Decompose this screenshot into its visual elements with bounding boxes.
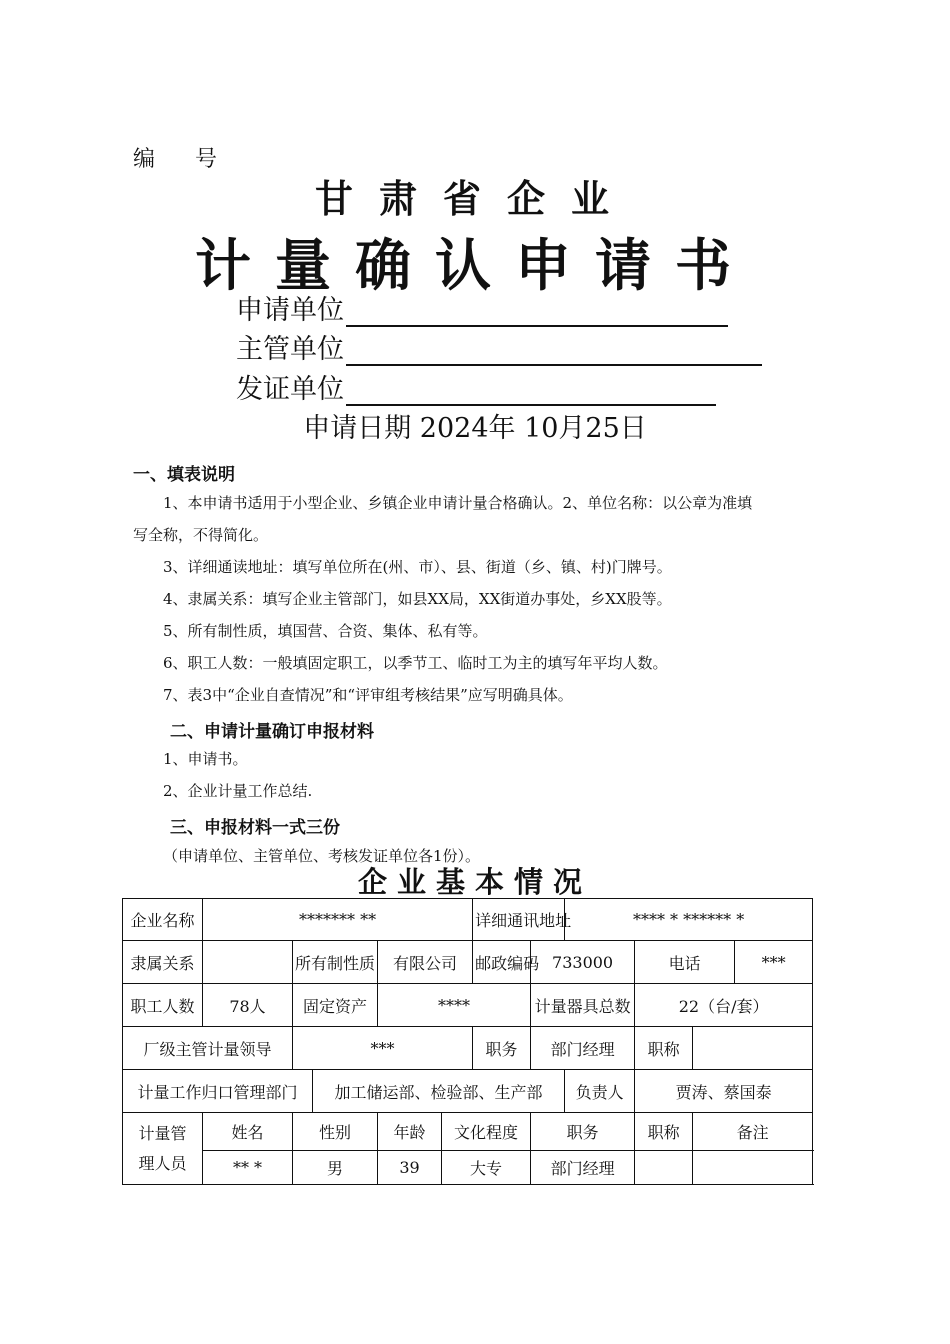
- managing-dept-value[interactable]: 加工储运部、检验部、生产部: [313, 1070, 565, 1113]
- applicant-field: [236, 288, 728, 327]
- enterprise-info-table: [122, 898, 813, 1185]
- apply-date: 申请日期 2024年 10月25日: [303, 413, 647, 444]
- title-province: 甘肃省企业: [314, 176, 635, 221]
- staff-header-education: 文化程度: [442, 1113, 531, 1151]
- staff-header-title: 职称: [635, 1113, 693, 1151]
- company-name-value[interactable]: ******* **: [203, 899, 473, 941]
- issuer-field: [236, 367, 716, 406]
- supervisor-line[interactable]: [346, 334, 762, 366]
- metrology-leader-label: 厂级主管计量领导: [123, 1027, 293, 1070]
- section2-heading: 二、申请计量确订申报材料: [170, 722, 374, 742]
- postcode-label: 邮政编码: [473, 941, 531, 984]
- staff-title[interactable]: [635, 1151, 693, 1185]
- address-label: 详细通讯地址: [473, 899, 565, 941]
- section1-item: 7、表3中“企业自查情况”和“评审组考核结果”应写明确具体。: [163, 686, 573, 704]
- issuer-line[interactable]: [346, 374, 716, 406]
- staff-position[interactable]: 部门经理: [531, 1151, 635, 1185]
- responsible-value[interactable]: 贾涛、蔡国泰: [635, 1070, 813, 1113]
- staff-name[interactable]: ** *: [203, 1151, 293, 1185]
- supervisor-field: [236, 327, 762, 366]
- section3-note: （申请单位、主管单位、考核发证单位各1份）。: [163, 847, 481, 865]
- fixed-assets-value[interactable]: ****: [378, 984, 531, 1027]
- table-row: [123, 941, 813, 984]
- staff-education[interactable]: 大专: [442, 1151, 531, 1185]
- metrology-staff-label-line1: 计量管: [138, 1123, 187, 1143]
- staff-header-remarks: 备注: [693, 1113, 813, 1151]
- staff-header-name: 姓名: [203, 1113, 293, 1151]
- managing-dept-label: 计量工作归口管理部门: [123, 1070, 313, 1113]
- position-label: 职务: [473, 1027, 531, 1070]
- staff-header-age: 年龄: [378, 1113, 442, 1151]
- supervisor-label: 主管单位: [236, 334, 344, 365]
- fixed-assets-label: 固定资产: [293, 984, 378, 1027]
- applicant-line[interactable]: [346, 295, 728, 327]
- position-value[interactable]: 部门经理: [531, 1027, 635, 1070]
- table-row: [123, 1027, 813, 1070]
- section1-heading: 一、填表说明: [133, 465, 235, 485]
- title-main: 计量确认申请书: [195, 233, 755, 299]
- table-row: [123, 1070, 813, 1113]
- table-title: 企业基本情况: [357, 865, 592, 899]
- issuer-label: 发证单位: [236, 374, 344, 405]
- section2-item: 2、企业计量工作总结.: [163, 782, 313, 800]
- table-row: [123, 1113, 813, 1151]
- section1-item: 6、职工人数：一般填固定职工，以季节工、临时工为主的填写年平均人数。: [163, 654, 668, 672]
- postcode-value[interactable]: 733000: [531, 941, 635, 984]
- metrology-staff-label: [123, 1113, 203, 1185]
- staff-header-gender: 性别: [293, 1113, 378, 1151]
- staff-count-value[interactable]: 78人: [203, 984, 293, 1027]
- applicant-label: 申请单位: [236, 295, 344, 326]
- instrument-total-value[interactable]: 22（台/套）: [635, 984, 813, 1027]
- number-label-char1: 编: [133, 147, 156, 172]
- table-row: [123, 899, 813, 941]
- table-row: [123, 984, 813, 1027]
- section3-heading: 三、申报材料一式三份: [170, 818, 340, 838]
- section1-item: 3、详细通读地址：填写单位所在(州、市）、县、街道（乡、镇、村)门牌号。: [163, 558, 672, 576]
- section1-item: 5、所有制性质，填国营、合资、集体、私有等。: [163, 622, 488, 640]
- section2-item: 1、申请书。: [163, 750, 248, 768]
- ownership-value[interactable]: 有限公司: [378, 941, 473, 984]
- staff-gender[interactable]: 男: [293, 1151, 378, 1185]
- staff-header-position: 职务: [531, 1113, 635, 1151]
- staff-age[interactable]: 39: [378, 1151, 442, 1185]
- phone-value[interactable]: ***: [735, 941, 813, 984]
- company-name-label: 企业名称: [123, 899, 203, 941]
- staff-count-label: 职工人数: [123, 984, 203, 1027]
- affiliation-value[interactable]: [203, 941, 293, 984]
- responsible-label: 负责人: [565, 1070, 635, 1113]
- ownership-label: 所有制性质: [293, 941, 378, 984]
- metrology-staff-label-line2: 理人员: [138, 1153, 187, 1173]
- metrology-leader-value[interactable]: ***: [293, 1027, 473, 1070]
- table-row: [123, 1151, 813, 1185]
- staff-remarks[interactable]: [693, 1151, 813, 1185]
- title-value[interactable]: [693, 1027, 813, 1070]
- section1-item: 1、本申请书适用于小型企业、乡镇企业申请计量合格确认。2、单位名称：以公章为准填: [163, 494, 753, 512]
- number-label-char2: 号: [195, 147, 218, 172]
- title-label: 职称: [635, 1027, 693, 1070]
- section1-item: 4、隶属关系：填写企业主管部门，如县XX局，XX街道办事处，乡XX股等。: [163, 590, 672, 608]
- affiliation-label: 隶属关系: [123, 941, 203, 984]
- address-value[interactable]: **** * ****** *: [565, 899, 813, 941]
- instrument-total-label: 计量器具总数: [531, 984, 635, 1027]
- phone-label: 电话: [635, 941, 735, 984]
- section1-item: 写全称，不得简化。: [133, 526, 269, 544]
